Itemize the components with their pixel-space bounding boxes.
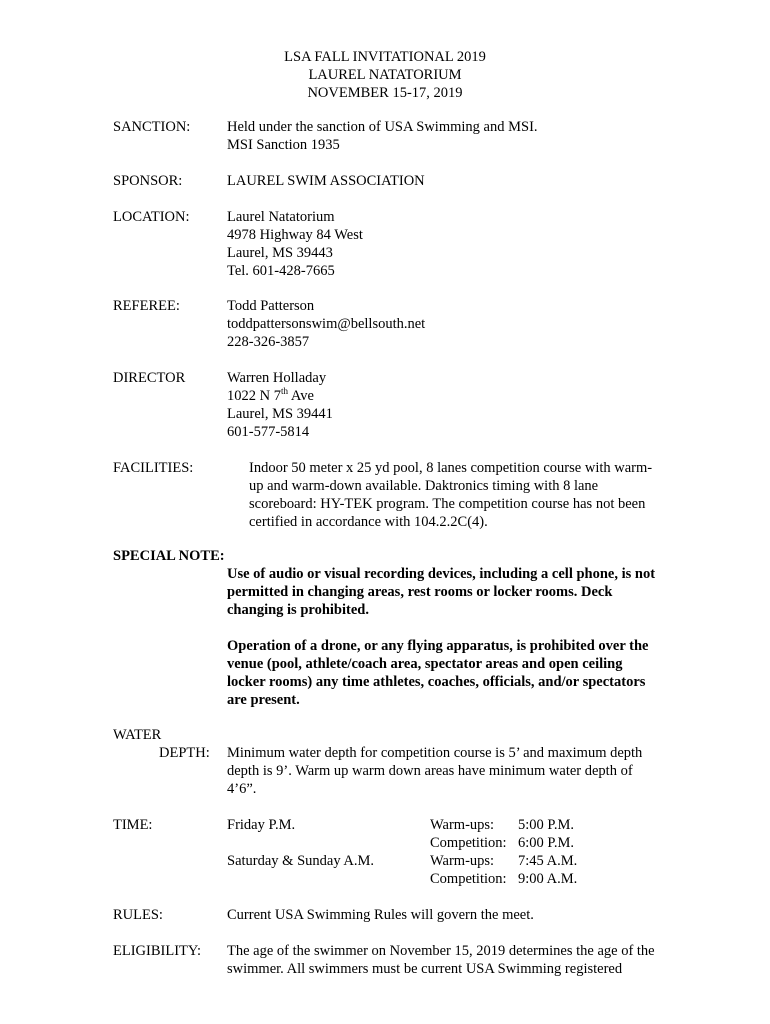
director-address-suffix: th — [280, 386, 288, 397]
sponsor-text — [227, 172, 707, 190]
sanction-line: Held under the sanction of USA Swimming and MSI. — [227, 119, 538, 135]
sponsor-line: LAUREL SWIM ASSOCIATION — [227, 173, 425, 189]
schedule-day: Friday P.M. — [227, 817, 296, 833]
location-line: Tel. 601-428-7665 — [227, 263, 335, 279]
director-label: DIRECTOR — [113, 370, 186, 386]
facilities-line: Indoor 50 meter x 25 yd pool, 8 lanes competition course with warm- — [249, 460, 653, 476]
director-name: Warren Holladay — [227, 370, 327, 386]
special-note-line: locker rooms) any time athletes, coaches, officials, and/or spectators — [227, 674, 646, 690]
facilities-label: FACILITIES: — [113, 460, 194, 476]
water-depth-line: depth is 9’. Warm up warm down areas have minimum water depth of — [227, 763, 633, 779]
eligibility-line: The age of the swimmer on November 15, 2019 determines the age of the — [227, 943, 655, 959]
referee-phone: 228-326-3857 — [227, 334, 310, 350]
rules-label: RULES: — [113, 907, 163, 923]
referee-label: REFEREE: — [113, 298, 180, 314]
venue-title: LAUREL NATATORIUM — [308, 67, 462, 83]
director-address — [227, 387, 707, 405]
water-label: WATER — [113, 727, 162, 743]
schedule-time: 9:00 A.M. — [518, 871, 578, 887]
document-header — [0, 48, 770, 102]
location-text — [227, 208, 707, 280]
schedule-time: 7:45 A.M. — [518, 853, 578, 869]
eligibility-line: swimmer. All swimmers must be current USA Swimming registered — [227, 961, 623, 977]
meet-dates: NOVEMBER 15-17, 2019 — [307, 85, 463, 101]
water-depth-text — [227, 744, 707, 798]
location-line: Laurel, MS 39443 — [227, 245, 333, 261]
director-address-street: Ave — [288, 388, 314, 404]
water-depth-line: Minimum water depth for competition course is 5’ and maximum depth — [227, 745, 643, 761]
facilities-line: up and warm-down available. Daktronics timing with 8 lane — [249, 478, 599, 494]
director-phone: 601-577-5814 — [227, 424, 310, 440]
eligibility-label: ELIGIBILITY: — [113, 943, 202, 959]
special-note-drone — [227, 637, 707, 709]
special-note-line: changing is prohibited. — [227, 602, 369, 618]
sponsor-label: SPONSOR: — [113, 173, 183, 189]
referee-text — [227, 297, 707, 351]
referee-name: Todd Patterson — [227, 298, 315, 314]
special-note-recording — [227, 565, 707, 619]
sanction-text — [227, 118, 707, 154]
location-line: 4978 Highway 84 West — [227, 227, 363, 243]
water-depth-line: 4’6”. — [227, 781, 257, 797]
schedule-session: Competition: — [430, 835, 507, 851]
schedule-day: Saturday & Sunday A.M. — [227, 853, 375, 869]
schedule-session: Warm-ups: — [430, 853, 495, 869]
special-note-line: permitted in changing areas, rest rooms or locker rooms. Deck — [227, 584, 613, 600]
facilities-text — [249, 459, 729, 531]
facilities-line: certified in accordance with 104.2.2C(4). — [249, 514, 488, 530]
location-label: LOCATION: — [113, 209, 190, 225]
special-note-line: are present. — [227, 692, 300, 708]
rules-text — [227, 906, 707, 924]
meet-title: LSA FALL INVITATIONAL 2019 — [284, 49, 486, 65]
special-note-line: Use of audio or visual recording devices, including a cell phone, is not — [227, 566, 656, 582]
schedule-session: Competition: — [430, 871, 507, 887]
director-city: Laurel, MS 39441 — [227, 406, 333, 422]
special-note-line: venue (pool, athlete/coach area, spectator areas and open ceiling — [227, 656, 623, 672]
eligibility-text — [227, 942, 707, 978]
referee-email[interactable]: toddpattersonswim@bellsouth.net — [227, 316, 426, 332]
schedule-time: 5:00 P.M. — [518, 817, 575, 833]
sanction-label: SANCTION: — [113, 119, 191, 135]
director-text — [227, 369, 707, 441]
facilities-line: scoreboard: HY-TEK program. The competition course has not been — [249, 496, 646, 512]
depth-label: DEPTH: — [159, 745, 210, 761]
schedule-session: Warm-ups: — [430, 817, 495, 833]
director-address-number: 1022 N 7 — [227, 388, 281, 404]
rules-line: Current USA Swimming Rules will govern the meet. — [227, 907, 534, 923]
time-label: TIME: — [113, 817, 153, 833]
schedule-time: 6:00 P.M. — [518, 835, 575, 851]
special-note-label: SPECIAL NOTE: — [113, 548, 225, 564]
location-line: Laurel Natatorium — [227, 209, 335, 225]
sanction-line: MSI Sanction 1935 — [227, 137, 340, 153]
special-note-line: Operation of a drone, or any flying apparatus, is prohibited over the — [227, 638, 649, 654]
